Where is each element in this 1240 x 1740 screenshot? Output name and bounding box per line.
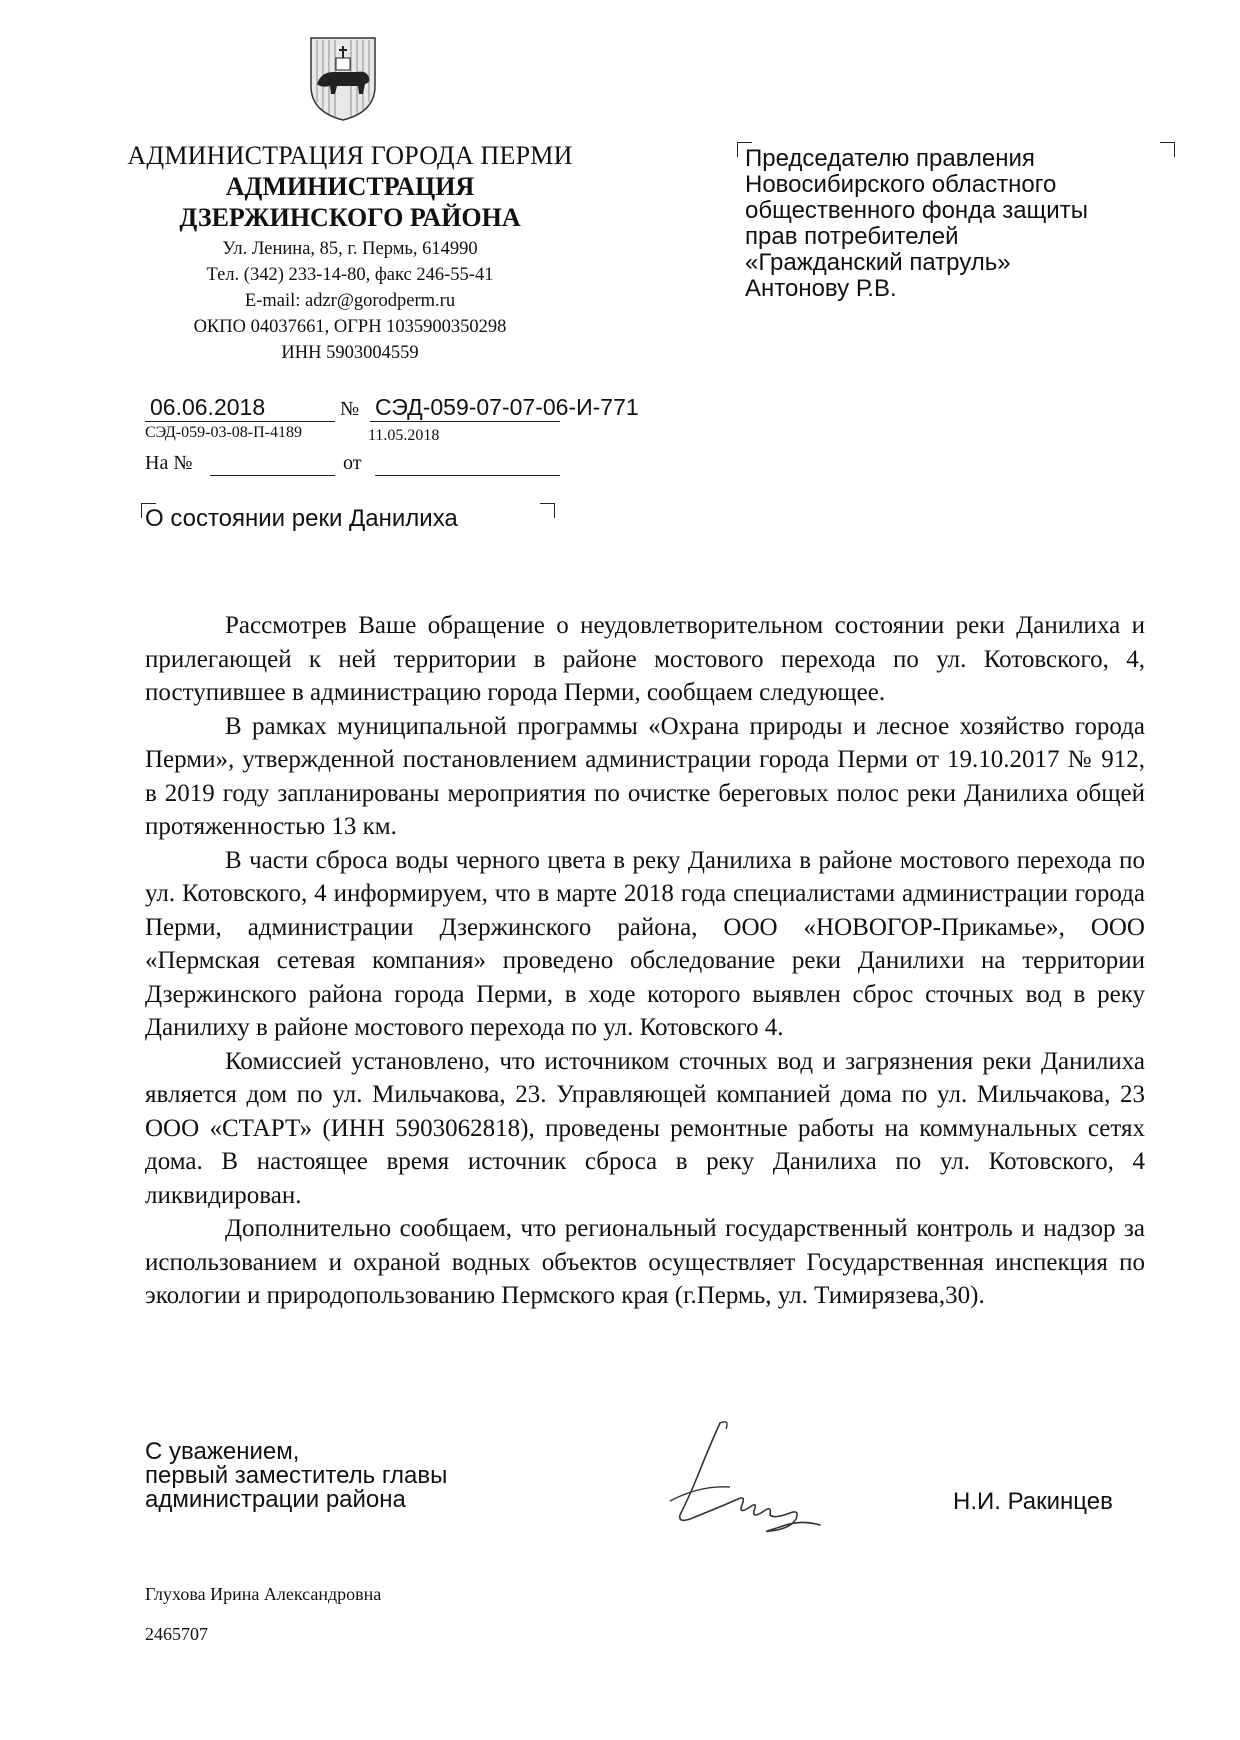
reply-to-number-label: На №: [145, 452, 193, 474]
executor-phone: 2465707: [145, 1624, 208, 1644]
addressee-line: «Гражданский патруль»: [745, 249, 1011, 276]
letter-subject: О состоянии реки Данилиха: [145, 505, 458, 532]
body-paragraph: В рамках муниципальной программы «Охрана природы и лесное хозяйство города Перми», утвержденной постановлением администрации города Перми от 19.10.2017 № 912, в 2019 году запланированы мероприятия по очистке береговых полос реки Данилиха общей протяженностью 13 км.: [145, 712, 1145, 840]
executor-name: Глухова Ирина Александровна: [145, 1584, 382, 1604]
org-phone: Тел. (342) 233-14-80, факс 246-55-41: [206, 265, 494, 285]
closing-line: С уважением,: [145, 1438, 300, 1465]
closing-line: администрации района: [145, 1486, 406, 1513]
registration-date: 06.06.2018: [150, 394, 266, 420]
addressee-line: Новосибирского областного: [745, 171, 1057, 198]
closing-line: первый заместитель главы: [145, 1462, 448, 1489]
body-paragraph: В части сброса воды черного цвета в реку Данилиха в районе мостового перехода по ул. Котовского, 4 информируем, что в марте 2018 года специалистами администрации города Перми, администрации Дзержинского района, ООО «НОВОГОР-Прикамье», ООО «Пермская сетевая компания» проведено обследование реки Данилихи на территории Дзержинского района города Перми, в ходе которого выявлен сброс сточных вод в реку Данилиху в районе мостового перехода по ул. Котовского 4.: [145, 846, 1145, 1041]
org-address: Ул. Ленина, 85, г. Пермь, 614990: [222, 239, 478, 259]
reply-to-date-label: от: [343, 452, 362, 474]
org-inn: ИНН 5903004559: [281, 343, 419, 363]
coat-of-arms-emblem: [303, 32, 383, 122]
corner-mark: [1160, 142, 1175, 157]
body-paragraph: Комиссией установлено, что источником сточных вод и загрязнения реки Данилиха является дом по ул. Мильчакова, 23. Управляющей компанией дома по ул. Мильчакова, 23 ООО «СТАРТ» (ИНН 5903062818), проведены ремонтные работы на коммунальных сетях дома. В настоящее время источник сброса в реку Данилиха по ул. Котовского, 4 ликвидирован.: [145, 1047, 1145, 1209]
registration-number: СЭД-059-07-07-06-И-771: [375, 394, 639, 420]
number-underline: [370, 421, 560, 422]
addressee-line: Председателю правления: [745, 145, 1035, 172]
reply-date-underline: [375, 475, 560, 476]
registration-number-label: №: [340, 398, 360, 420]
addressee-line: прав потребителей: [745, 223, 959, 250]
body-paragraph: Дополнительно сообщаем, что региональный государственный контроль и надзор за использованием и охраной водных объектов осуществляет Государственная инспекция по экологии и природопользованию Пермского края (г.Пермь, ул. Тимирязева,30).: [145, 1215, 1145, 1309]
closing-block: [145, 1440, 447, 1512]
org-okpo: ОКПО 04037661, ОГРН 1035900350298: [193, 317, 507, 337]
handwritten-signature: [650, 1415, 850, 1545]
incoming-date: 11.05.2018: [368, 427, 440, 444]
reply-number-underline: [210, 475, 335, 476]
org-name-line2: АДМИНИСТРАЦИЯ: [225, 172, 475, 201]
body-paragraph: Рассмотрев Ваше обращение о неудовлетворительном состоянии реки Данилиха и прилегающей к ней территории в районе мостового перехода по ул. Котовского, 4, поступившее в администрацию города Перми, сообщаем следующее.: [145, 612, 1145, 706]
incoming-reference: СЭД-059-03-08-П-4189: [145, 424, 302, 441]
addressee-line: Антонову Р.В.: [745, 275, 897, 302]
addressee-block: [745, 146, 1165, 302]
org-name-city: АДМИНИСТРАЦИЯ ГОРОДА ПЕРМИ: [127, 141, 573, 170]
date-underline: [145, 421, 335, 422]
org-email: E-mail: adzr@gorodperm.ru: [244, 291, 456, 311]
corner-mark: [540, 503, 555, 518]
addressee-line: общественного фонда защиты: [745, 197, 1088, 224]
corner-mark: [737, 142, 752, 157]
org-name-district: ДЗЕРЖИНСКОГО РАЙОНА: [179, 203, 521, 232]
signer-name: Н.И. Ракинцев: [953, 1488, 1113, 1515]
letter-body: [145, 609, 1145, 1313]
